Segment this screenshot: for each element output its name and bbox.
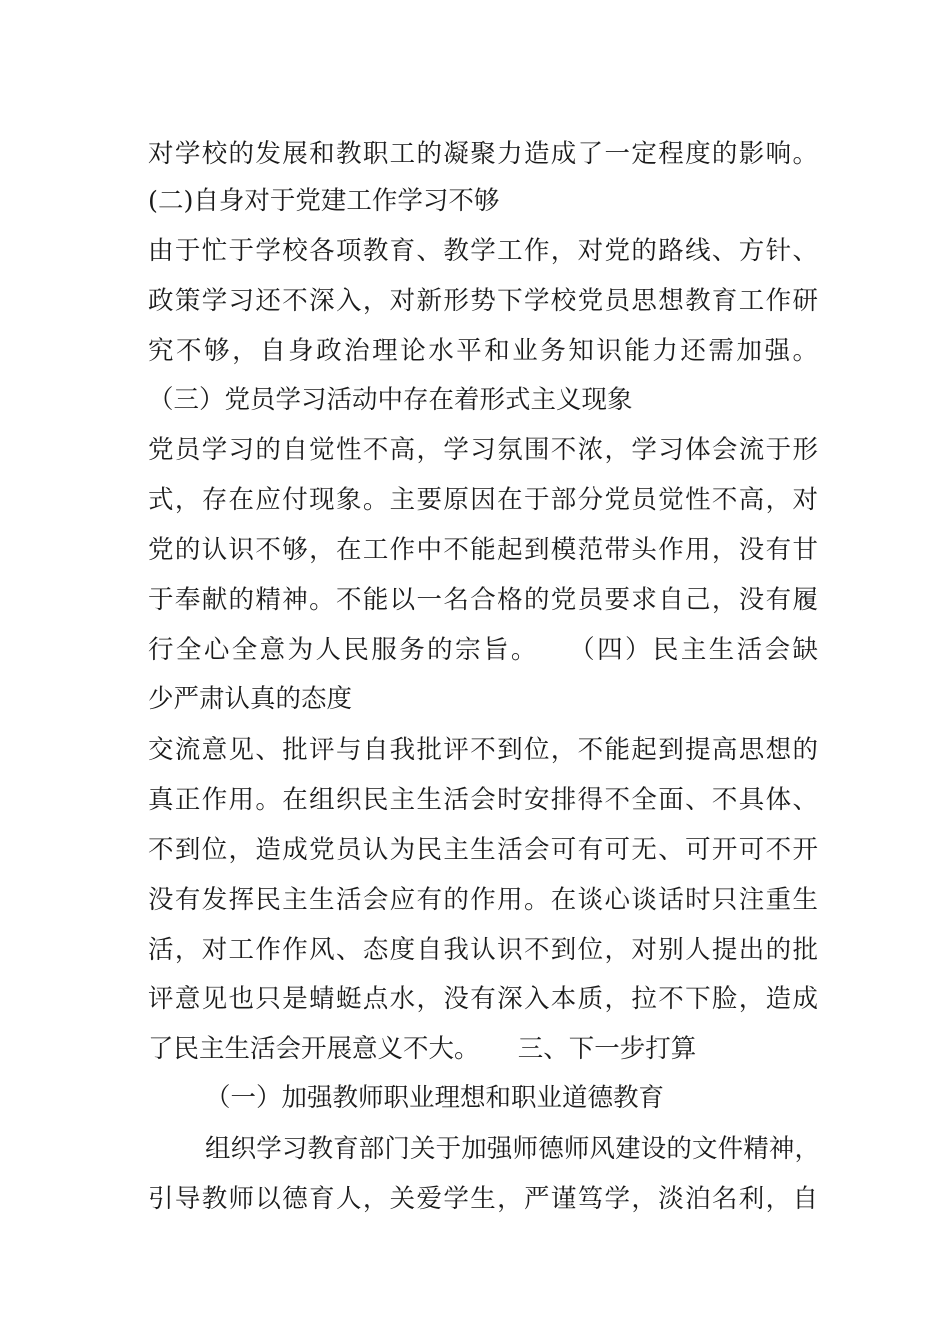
body-text-line: 党的认识不够，在工作中不能起到模范带头作用，没有甘 (148, 535, 818, 565)
body-text-line: 组织学习教育部门关于加强师德师风建设的文件精神， (205, 1134, 820, 1164)
body-text-line: 交流意见、批评与自我批评不到位，不能起到提高思想的 (148, 735, 818, 765)
body-text-line: 由于忙于学校各项教育、教学工作，对党的路线、方针、 (148, 236, 818, 266)
body-text-line: 评意见也只是蜻蜓点水，没有深入本质，拉不下脸，造成 (148, 984, 818, 1014)
body-text-line: 究不够，自身政治理论水平和业务知识能力还需加强。 (148, 336, 818, 366)
body-text-line: 党员学习的自觉性不高，学习氛围不浓，学习体会流于形 (148, 435, 818, 465)
body-text-line: 引导教师以德育人，关爱学生，严谨笃学，淡泊名利，自 (148, 1184, 818, 1214)
body-text-line: 对学校的发展和教职工的凝聚力造成了一定程度的影响。 (148, 139, 818, 169)
body-text-line: 活，对工作作风、态度自我认识不到位，对别人提出的批 (148, 935, 818, 965)
body-text-line: 真正作用。在组织民主生活会时安排得不全面、不具体、 (148, 785, 818, 815)
body-text-line: 没有发挥民主生活会应有的作用。在谈心谈话时只注重生 (148, 885, 818, 915)
body-text-line: 政策学习还不深入，对新形势下学校党员思想教育工作研 (148, 286, 818, 316)
body-text-line: 了民主生活会开展意义不大。 三、下一步打算 (148, 1034, 697, 1064)
body-text-line: 于奉献的精神。不能以一名合格的党员要求自己，没有履 (148, 585, 818, 615)
section-heading: （一）加强教师职业理想和职业道德教育 (205, 1083, 665, 1113)
section-heading: 少严肃认真的态度 (148, 684, 353, 714)
body-text-line: 不到位，造成党员认为民主生活会可有可无、可开可不开 (148, 835, 818, 865)
section-heading: (二)自身对于党建工作学习不够 (148, 186, 500, 216)
body-text-line: 行全心全意为人民服务的宗旨。 （四）民主生活会缺 (148, 635, 818, 665)
section-heading: （三）党员学习活动中存在着形式主义现象 (148, 385, 633, 415)
body-text-line: 式，存在应付现象。主要原因在于部分党员觉性不高，对 (148, 485, 818, 515)
